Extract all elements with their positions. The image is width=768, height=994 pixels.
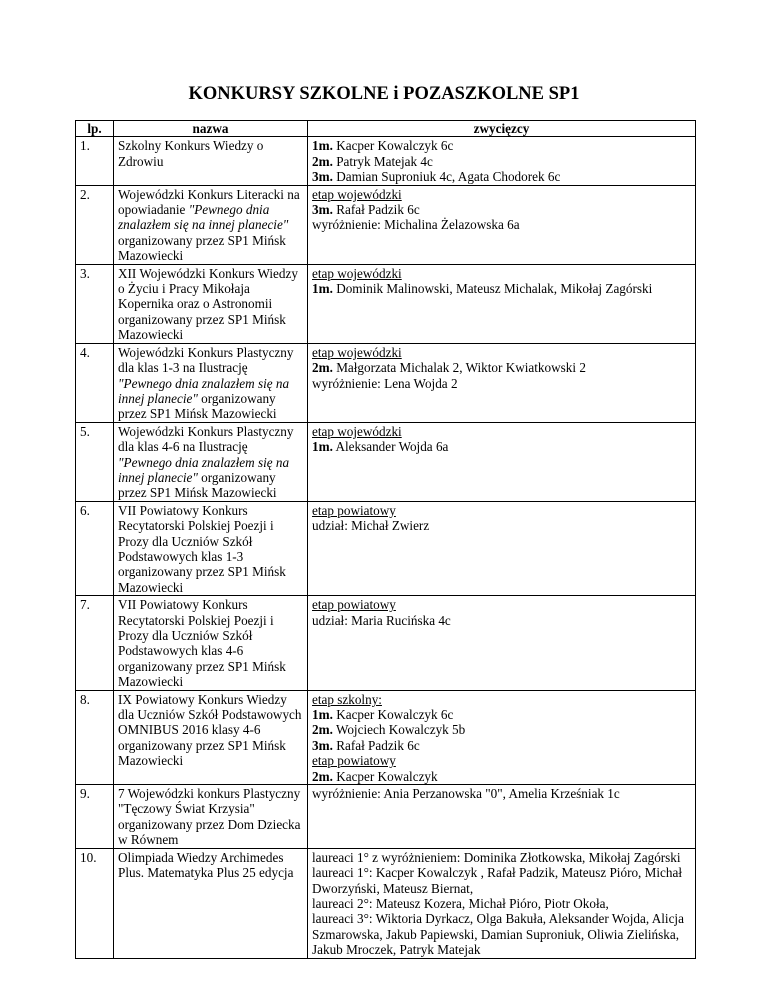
winners-cell (308, 137, 696, 185)
place-label: 2m. (312, 768, 333, 784)
contest-name (114, 596, 308, 690)
winners-cell (308, 785, 696, 849)
row-number: 5. (76, 422, 114, 501)
winner-text: Rafał Padzik 6c (332, 202, 420, 218)
place-label: 3m. (312, 202, 333, 218)
row-number: 8. (76, 690, 114, 784)
winner-line (312, 518, 691, 533)
winner-text: Damian Suproniuk 4c, Agata Chodorek 6c (332, 169, 561, 185)
winner-line (312, 597, 691, 612)
winner-text: Dominik Malinowski, Mateusz Michalak, Mikołaj Zagórski (332, 281, 653, 297)
winner-text: laureaci 1° z wyróżnieniem: Dominika Złotkowska, Mikołaj Zagórski (312, 849, 681, 865)
contest-name (114, 185, 308, 264)
winner-line (312, 769, 691, 784)
winner-line (312, 169, 691, 184)
header-winners: zwycięzcy (308, 121, 696, 137)
winner-line (312, 738, 691, 753)
winner-text: Kacper Kowalczyk 6c (332, 138, 454, 154)
table-row (76, 264, 696, 343)
row-number: 10. (76, 848, 114, 958)
contest-name-text: organizowany przez SP1 Mińsk Mazowiecki (118, 232, 286, 264)
contest-name (114, 422, 308, 501)
place-label: 1m. (312, 439, 333, 455)
table-row (76, 343, 696, 422)
table-row (76, 137, 696, 185)
contest-name (114, 343, 308, 422)
winner-line (312, 187, 691, 202)
winner-line (312, 692, 691, 707)
winner-line (312, 439, 691, 454)
contest-name (114, 848, 308, 958)
place-label: 2m. (312, 360, 333, 376)
header-lp: lp. (76, 121, 114, 137)
winner-line (312, 707, 691, 722)
stage-label: etap wojewódzki (312, 344, 402, 360)
contest-name (114, 501, 308, 595)
winner-text: Rafał Padzik 6c (332, 737, 420, 753)
table-body (76, 137, 696, 958)
winner-text: Małgorzata Michalak 2, Wiktor Kwiatkowski 2 (332, 360, 586, 376)
contest-name (114, 264, 308, 343)
winner-text: Aleksander Wojda 6a (332, 439, 449, 455)
contests-table (75, 120, 696, 959)
winner-text: laureaci 2°: Mateusz Kozera, Michał Pióro, Piotr Okoła, (312, 895, 609, 911)
stage-label: etap powiatowy (312, 753, 396, 769)
row-number: 3. (76, 264, 114, 343)
row-number: 2. (76, 185, 114, 264)
stage-label: etap wojewódzki (312, 265, 402, 281)
winner-text: wyróżnienie: Ania Perzanowska "0", Amelia Krześniak 1c (312, 786, 620, 802)
winners-cell (308, 264, 696, 343)
winner-text: Patryk Matejak 4c (332, 153, 433, 169)
contest-name (114, 137, 308, 185)
winner-text: Kacper Kowalczyk (332, 768, 438, 784)
row-number: 4. (76, 343, 114, 422)
contest-name-text: Wojewódzki Konkurs Plastyczny dla klas 4-6 na Ilustrację (118, 423, 294, 455)
winner-text: wyróżnienie: Lena Wojda 2 (312, 375, 458, 391)
table-row (76, 596, 696, 690)
winner-line (312, 911, 691, 957)
stage-label: etap wojewódzki (312, 423, 402, 439)
winner-text: laureaci 1°: Kacper Kowalczyk , Rafał Padzik, Mateusz Pióro, Michał Dworzyński, Mateusz Biernat, (312, 865, 682, 896)
place-label: 1m. (312, 281, 333, 297)
winner-line (312, 345, 691, 360)
winner-line (312, 722, 691, 737)
winner-line (312, 786, 691, 801)
row-number: 9. (76, 785, 114, 849)
winner-text: Wojciech Kowalczyk 5b (332, 722, 466, 738)
header-name: nazwa (114, 121, 308, 137)
winners-cell (308, 848, 696, 958)
stage-label: etap powiatowy (312, 502, 396, 518)
stage-label: etap szkolny: (312, 691, 382, 707)
winner-text: udział: Michał Zwierz (312, 518, 430, 534)
winner-text: laureaci 3°: Wiktoria Dyrkacz, Olga Bakuła, Aleksander Wojda, Alicja Szmarowska, Jakub Papiewski, Damian Suproniuk, Oliwia Zielińska, Jakub Mroczek, Patryk Matejak (312, 911, 684, 958)
table-row (76, 422, 696, 501)
contest-name-text: IX Powiatowy Konkurs Wiedzy dla Uczniów Szkół Podstawowych OMNIBUS 2016 klasy 4-6 organizowany przez SP1 Mińsk Mazowiecki (118, 691, 302, 769)
winner-line (312, 202, 691, 217)
place-label: 3m. (312, 169, 333, 185)
row-number: 6. (76, 501, 114, 595)
contest-name-text: Olimpiada Wiedzy Archimedes Plus. Matematyka Plus 25 edycja (118, 849, 294, 881)
contest-title-italic: "Pewnego dnia znalazłem się na innej planecie" (118, 202, 289, 233)
table-header-row (76, 121, 696, 137)
winner-line (312, 217, 691, 232)
winner-text: udział: Maria Rucińska 4c (312, 612, 451, 628)
winners-cell (308, 501, 696, 595)
contest-title-italic: "Pewnego dnia znalazłem się na innej planecie" (118, 375, 290, 406)
winners-cell (308, 343, 696, 422)
table-row (76, 690, 696, 784)
row-number: 7. (76, 596, 114, 690)
table-row (76, 848, 696, 958)
winner-line (312, 281, 691, 296)
contest-name-text: VII Powiatowy Konkurs Recytatorski Polskiej Poezji i Prozy dla Uczniów Szkół Podstawowych klas 4-6 organizowany przez SP1 Mińsk Mazowiecki (118, 597, 286, 690)
place-label: 3m. (312, 737, 333, 753)
winners-cell (308, 690, 696, 784)
winner-line (312, 503, 691, 518)
contest-title-italic: "Pewnego dnia znalazłem się na innej planecie" (118, 454, 290, 485)
table-row (76, 785, 696, 849)
stage-label: etap powiatowy (312, 597, 396, 613)
contest-name-text: XII Wojewódzki Konkurs Wiedzy o Życiu i Pracy Mikołaja Kopernika oraz o Astronomii organizowany przez SP1 Mińsk Mazowiecki (118, 265, 298, 343)
winner-line (312, 424, 691, 439)
contest-name (114, 690, 308, 784)
place-label: 2m. (312, 722, 333, 738)
contest-name-text: Wojewódzki Konkurs Literacki na opowiadanie (118, 186, 300, 218)
winner-line (312, 376, 691, 391)
table-row (76, 501, 696, 595)
stage-label: etap wojewódzki (312, 186, 402, 202)
winner-line (312, 266, 691, 281)
winners-cell (308, 596, 696, 690)
contest-name-text: Wojewódzki Konkurs Plastyczny dla klas 1-3 na Ilustrację (118, 344, 294, 376)
winner-line (312, 360, 691, 375)
winner-line (312, 850, 691, 865)
winner-line (312, 154, 691, 169)
winner-line (312, 138, 691, 153)
winners-cell (308, 185, 696, 264)
winner-line (312, 753, 691, 768)
contest-name-text: organizowany przez SP1 Mińsk Mazowiecki (118, 390, 277, 422)
place-label: 1m. (312, 138, 333, 154)
contest-name-text: 7 Wojewódzki konkurs Plastyczny "Tęczowy Świat Krzysia" organizowany przez Dom Dziecka w Równem (118, 786, 301, 848)
place-label: 1m. (312, 707, 333, 723)
winner-text: Kacper Kowalczyk 6c (332, 707, 454, 723)
winner-line (312, 896, 691, 911)
page-title: KONKURSY SZKOLNE i POZASZKOLNE SP1 (188, 84, 580, 104)
contest-name-text: organizowany przez SP1 Mińsk Mazowiecki (118, 469, 277, 501)
winner-line (312, 865, 691, 896)
table-row (76, 185, 696, 264)
winner-line (312, 613, 691, 628)
row-number: 1. (76, 137, 114, 185)
place-label: 2m. (312, 153, 333, 169)
contest-name-text: Szkolny Konkurs Wiedzy o Zdrowiu (118, 138, 264, 169)
winner-text: wyróżnienie: Michalina Żelazowska 6a (312, 217, 520, 233)
contest-name (114, 785, 308, 849)
winners-cell (308, 422, 696, 501)
contest-name-text: VII Powiatowy Konkurs Recytatorski Polskiej Poezji i Prozy dla Uczniów Szkół Podstawowych klas 1-3 organizowany przez SP1 Mińsk Mazowiecki (118, 502, 286, 595)
